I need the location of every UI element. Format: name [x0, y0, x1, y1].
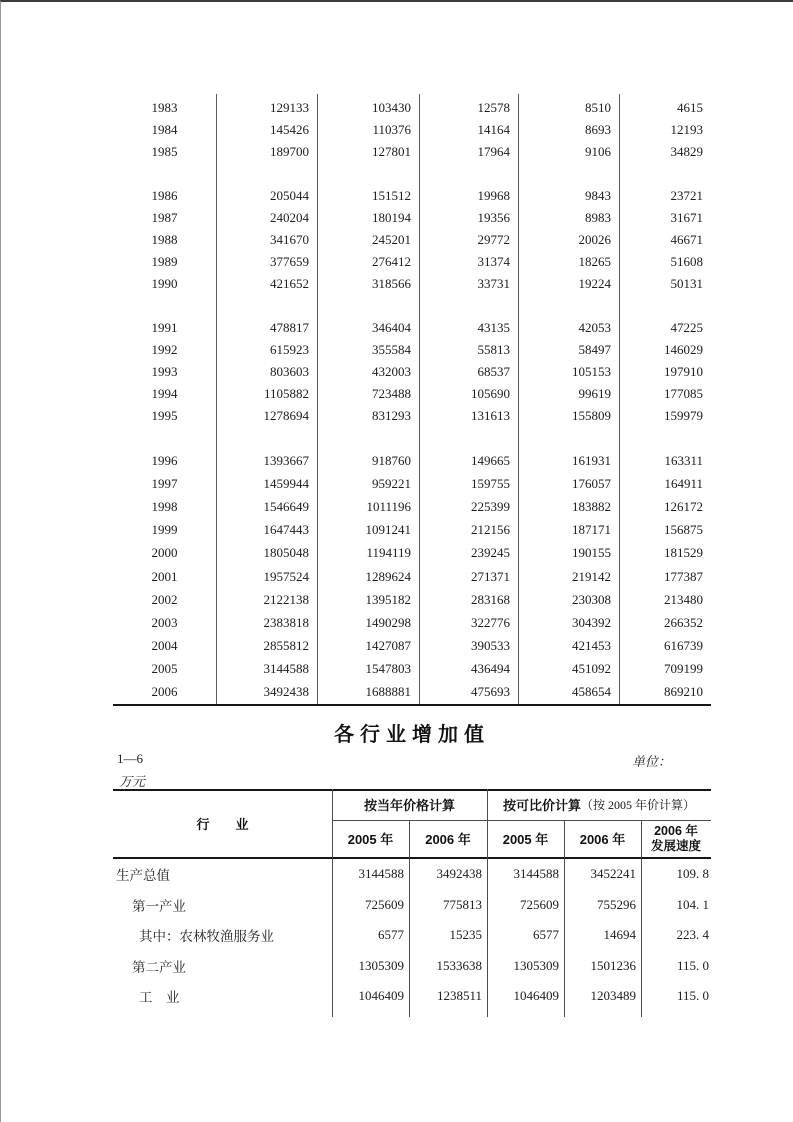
year-cell: 1991: [151, 320, 178, 335]
value-cell: 239245: [471, 545, 510, 561]
value-cell: 19356: [477, 210, 510, 225]
value-cell: 230308: [572, 591, 611, 607]
value-cell: 34829: [670, 144, 703, 159]
value-cell: 225399: [471, 498, 510, 514]
value-cell: 831293: [372, 408, 411, 423]
value-cell: 2383818: [263, 614, 309, 630]
value-cell: 3492438: [263, 684, 309, 700]
value-cell: 725609: [365, 896, 404, 912]
value-cell: 50131: [670, 276, 703, 291]
value-cell: 725609: [520, 896, 559, 912]
value-cell: 47225: [670, 320, 703, 335]
value-cell: 129133: [270, 100, 309, 115]
table-row: [113, 229, 711, 251]
value-cell: 159979: [664, 408, 703, 423]
table-row: [113, 361, 711, 383]
value-cell: 1533638: [436, 957, 482, 973]
table-row: [113, 495, 711, 518]
value-cell: 145426: [270, 122, 309, 137]
value-cell: 164911: [664, 475, 703, 491]
value-cell: 19224: [578, 276, 611, 291]
year-cell: 1999: [151, 522, 178, 538]
value-cell: 115. 0: [676, 957, 709, 973]
table-row: [113, 251, 711, 273]
value-cell: 959221: [372, 475, 411, 491]
value-cell: 8510: [585, 100, 611, 115]
header-2006-current: 2006 年: [425, 832, 471, 847]
spacer-row: [113, 427, 711, 449]
value-cell: 346404: [372, 320, 411, 335]
year-cell: 2002: [151, 591, 178, 607]
value-cell: 12193: [670, 122, 703, 137]
value-cell: 213480: [664, 591, 703, 607]
table1-bottom-border: [113, 704, 711, 706]
header-growth-line1: 2006 年: [654, 823, 698, 838]
value-cell: 1238511: [436, 988, 482, 1004]
table-row: [113, 519, 711, 542]
value-cell: 1046409: [358, 988, 404, 1004]
table-row: [113, 542, 711, 565]
value-cell: 15235: [449, 927, 482, 943]
value-cell: 1194119: [366, 545, 411, 561]
section-title: 各行业增加值: [334, 724, 490, 746]
value-cell: 20026: [578, 232, 611, 247]
header-group-comparable-price: [487, 789, 711, 820]
value-cell: 1203489: [590, 988, 636, 1004]
table-row: [113, 141, 711, 163]
value-cell: 29772: [477, 232, 510, 247]
value-cell: 31374: [477, 254, 510, 269]
value-cell: 283168: [471, 591, 510, 607]
table-row: [113, 658, 711, 681]
value-cell: 615923: [270, 342, 309, 357]
year-cell: 1994: [151, 386, 178, 401]
value-cell: 131613: [471, 408, 510, 423]
year-cell: 2000: [151, 545, 178, 561]
value-cell: 146029: [664, 342, 703, 357]
value-cell: 33731: [477, 276, 510, 291]
table1-column-divider: [518, 94, 519, 705]
value-cell: 9106: [585, 144, 611, 159]
value-cell: 2855812: [263, 638, 309, 654]
value-cell: 421652: [270, 276, 309, 291]
value-cell: 149665: [471, 452, 510, 468]
value-cell: 245201: [372, 232, 411, 247]
value-cell: 104. 1: [676, 896, 709, 912]
value-cell: 1459944: [263, 475, 309, 491]
value-cell: 197910: [664, 364, 703, 379]
table-row: [113, 185, 711, 207]
value-cell: 451092: [572, 661, 611, 677]
year-cell: 1989: [151, 254, 178, 269]
value-cell: 755296: [597, 896, 636, 912]
industry-cell: 第二产业: [132, 959, 186, 975]
table-row: [113, 339, 711, 361]
table-row: [113, 472, 711, 495]
value-cell: 151512: [372, 188, 411, 203]
table-row: [113, 383, 711, 405]
value-cell: 103430: [372, 100, 411, 115]
year-cell: 1986: [151, 188, 178, 203]
value-cell: 110376: [372, 122, 411, 137]
value-cell: 4615: [677, 100, 703, 115]
value-cell: 159755: [471, 475, 510, 491]
value-cell: 1278694: [263, 408, 309, 423]
table-row: [113, 405, 711, 427]
industry-cell: 其中：农林牧渔服务业: [139, 929, 274, 945]
value-cell: 3144588: [263, 661, 309, 677]
industry-table: [113, 789, 711, 1017]
value-cell: 8693: [585, 122, 611, 137]
value-cell: 181529: [664, 545, 703, 561]
value-cell: 99619: [578, 386, 611, 401]
value-cell: 1011196: [366, 498, 411, 514]
year-cell: 1985: [151, 144, 178, 159]
value-cell: 432003: [372, 364, 411, 379]
value-cell: 187171: [572, 522, 611, 538]
year-cell: 2003: [151, 614, 178, 630]
value-cell: 14164: [477, 122, 510, 137]
value-cell: 177387: [664, 568, 703, 584]
value-cell: 161931: [572, 452, 611, 468]
value-cell: 1395182: [365, 591, 411, 607]
value-cell: 918760: [372, 452, 411, 468]
value-cell: 12578: [477, 100, 510, 115]
value-cell: 6577: [533, 927, 559, 943]
value-cell: 266352: [664, 614, 703, 630]
value-cell: 304392: [572, 614, 611, 630]
header-2005-current: 2005 年: [347, 832, 394, 847]
value-cell: 1046409: [513, 988, 559, 1004]
value-cell: 3144588: [358, 866, 404, 882]
table-row: [113, 611, 711, 634]
header-industry: 行 业: [196, 816, 249, 832]
header-2005-comparable: 2005 年: [502, 832, 549, 847]
table-row: [113, 681, 711, 704]
value-cell: 42053: [578, 320, 611, 335]
header-group-comparable-bold: 按可比价计算: [502, 798, 581, 813]
table1-column-divider: [216, 94, 217, 705]
table-row: [113, 635, 711, 658]
value-cell: 1427087: [365, 638, 411, 654]
table1-column-divider: [419, 94, 420, 705]
value-cell: 183882: [572, 498, 611, 514]
value-cell: 616739: [664, 638, 703, 654]
header-group-comparable-note: （按 2005 年价计算）: [581, 798, 696, 812]
value-cell: 14694: [603, 927, 636, 943]
value-cell: 421453: [572, 638, 611, 654]
header-2006-growth-rate: [641, 820, 711, 857]
spacer-row: [113, 295, 711, 317]
spacer-row: [113, 163, 711, 185]
value-cell: 180194: [372, 210, 411, 225]
year-cell: 1996: [151, 452, 178, 468]
value-cell: 17964: [477, 144, 510, 159]
industry-cell: 工 业: [139, 990, 180, 1006]
year-cell: 1998: [151, 498, 178, 514]
value-cell: 1091241: [365, 522, 411, 538]
value-cell: 105153: [572, 364, 611, 379]
header-2006-comparable: 2006 年: [579, 832, 626, 847]
value-cell: 156875: [664, 522, 703, 538]
industry-cell: 生产总值: [116, 868, 170, 884]
year-cell: 2006: [151, 684, 178, 700]
value-cell: 1957524: [263, 568, 309, 584]
value-cell: 212156: [471, 522, 510, 538]
value-cell: 51608: [670, 254, 703, 269]
value-cell: 709199: [664, 661, 703, 677]
value-cell: 1289624: [365, 568, 411, 584]
value-cell: 205044: [270, 188, 309, 203]
value-cell: 475693: [471, 684, 510, 700]
table-row: [113, 273, 711, 295]
value-cell: 803603: [270, 364, 309, 379]
year-cell: 1990: [151, 276, 178, 291]
value-cell: 126172: [664, 498, 703, 514]
annual-table-rows: [113, 97, 711, 704]
table-row: [113, 981, 711, 1012]
value-cell: 271371: [471, 568, 510, 584]
industry-cell: 第一产业: [132, 898, 186, 914]
table-row: [113, 97, 711, 119]
value-cell: 43135: [477, 320, 510, 335]
year-cell: 1993: [151, 364, 178, 379]
value-cell: 1688881: [365, 684, 411, 700]
value-cell: 723488: [372, 386, 411, 401]
value-cell: 155809: [572, 408, 611, 423]
value-cell: 105690: [471, 386, 510, 401]
value-cell: 1501236: [590, 957, 636, 973]
value-cell: 318566: [372, 276, 411, 291]
value-cell: 1805048: [263, 545, 309, 561]
value-cell: 775813: [443, 896, 482, 912]
value-cell: 18265: [578, 254, 611, 269]
value-cell: 177085: [664, 386, 703, 401]
value-cell: 176057: [572, 475, 611, 491]
year-cell: 2001: [151, 568, 178, 584]
value-cell: 1393667: [263, 452, 309, 468]
value-cell: 1546649: [263, 498, 309, 514]
table-row: [113, 207, 711, 229]
value-cell: 3452241: [590, 866, 636, 882]
year-cell: 2004: [151, 638, 178, 654]
value-cell: 190155: [572, 545, 611, 561]
table-row: [113, 859, 711, 890]
value-cell: 2122138: [263, 591, 309, 607]
value-cell: 109. 8: [676, 866, 709, 882]
value-cell: 115. 0: [676, 988, 709, 1004]
table1-column-divider: [619, 94, 620, 705]
year-cell: 1995: [151, 408, 178, 423]
value-cell: 1305309: [358, 957, 404, 973]
value-cell: 377659: [270, 254, 309, 269]
value-cell: 46671: [670, 232, 703, 247]
value-cell: 6577: [378, 927, 404, 943]
value-cell: 55813: [477, 342, 510, 357]
value-cell: 8983: [585, 210, 611, 225]
table-row: [113, 317, 711, 339]
value-cell: 458654: [572, 684, 611, 700]
value-cell: 322776: [471, 614, 510, 630]
unit-value: 万元: [119, 774, 146, 789]
value-cell: 58497: [578, 342, 611, 357]
value-cell: 341670: [270, 232, 309, 247]
value-cell: 31671: [670, 210, 703, 225]
value-cell: 240204: [270, 210, 309, 225]
value-cell: 1547803: [365, 661, 411, 677]
value-cell: 3492438: [436, 866, 482, 882]
table-row: [113, 449, 711, 472]
value-cell: 436494: [471, 661, 510, 677]
value-cell: 223. 4: [676, 927, 709, 943]
value-cell: 869210: [664, 684, 703, 700]
value-cell: 390533: [471, 638, 510, 654]
value-cell: 19968: [477, 188, 510, 203]
year-cell: 1997: [151, 475, 178, 491]
value-cell: 68537: [477, 364, 510, 379]
table1-column-divider: [317, 94, 318, 705]
table-row: [113, 920, 711, 951]
value-cell: 189700: [270, 144, 309, 159]
year-cell: 1988: [151, 232, 178, 247]
value-cell: 219142: [572, 568, 611, 584]
table-row: [113, 588, 711, 611]
value-cell: 1105882: [263, 386, 309, 401]
value-cell: 163311: [664, 452, 703, 468]
table-number: 1—6: [117, 751, 143, 766]
value-cell: 1490298: [365, 614, 411, 630]
value-cell: 355584: [372, 342, 411, 357]
year-cell: 1992: [151, 342, 178, 357]
annual-values-table: [113, 94, 711, 705]
table-row: [113, 890, 711, 921]
value-cell: 3144588: [513, 866, 559, 882]
header-group-current-price: 按当年价格计算: [363, 798, 455, 813]
value-cell: 276412: [372, 254, 411, 269]
year-cell: 1984: [151, 122, 178, 137]
industry-table-rows: [113, 859, 711, 1012]
table-row: [113, 565, 711, 588]
unit-label: 单位：: [632, 754, 672, 769]
year-cell: 1983: [151, 100, 178, 115]
table-row: [113, 951, 711, 982]
value-cell: 127801: [372, 144, 411, 159]
header-growth-line2: 发展速度: [650, 838, 701, 853]
value-cell: 1647443: [263, 522, 309, 538]
value-cell: 1305309: [513, 957, 559, 973]
year-cell: 2005: [151, 661, 178, 677]
value-cell: 9843: [585, 188, 611, 203]
table-row: [113, 119, 711, 141]
year-cell: 1987: [151, 210, 178, 225]
value-cell: 23721: [670, 188, 703, 203]
value-cell: 478817: [270, 320, 309, 335]
